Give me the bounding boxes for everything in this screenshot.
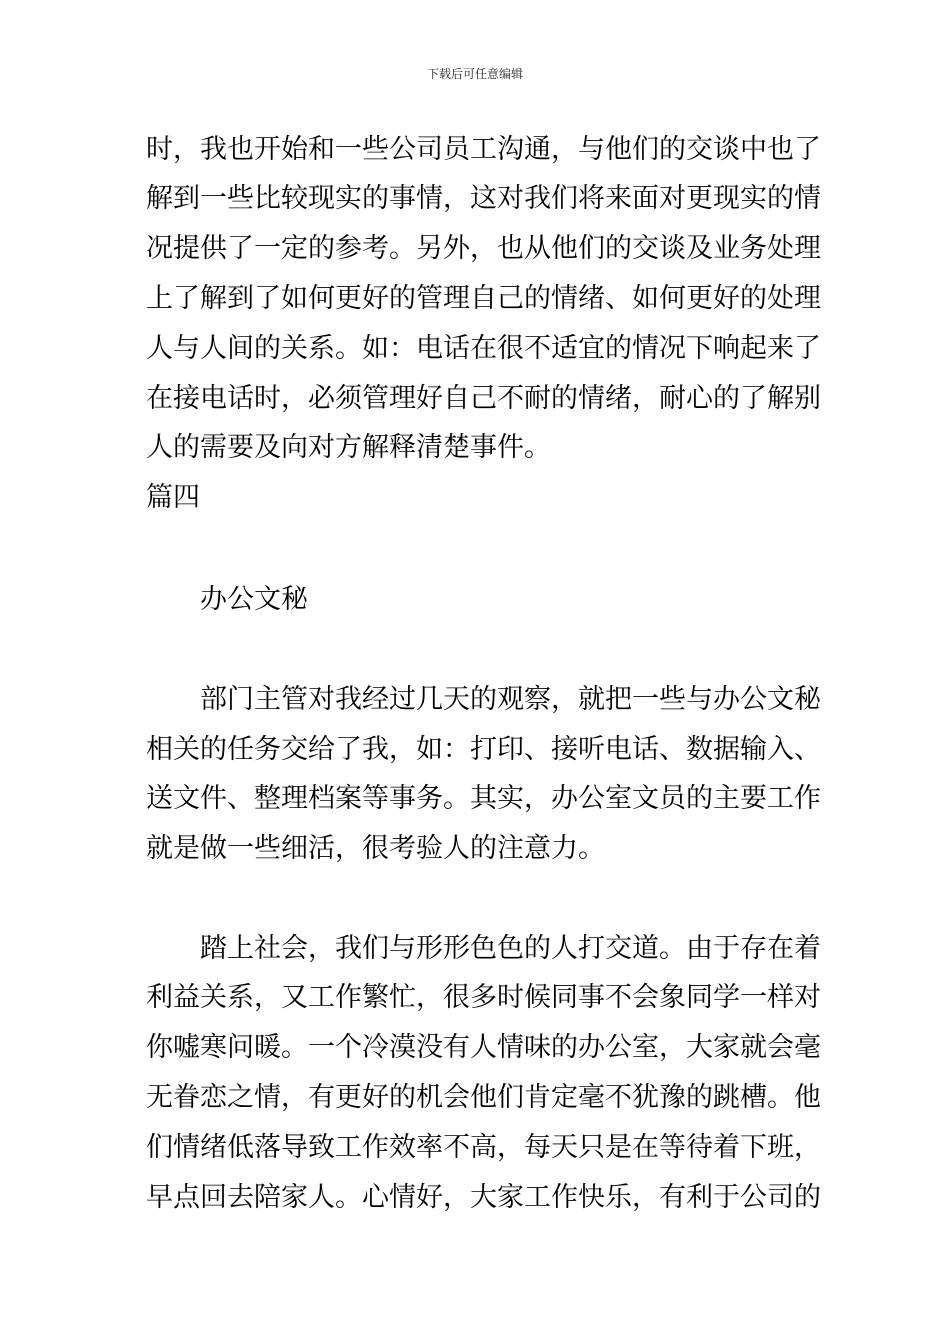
paragraph-line: 时，我也开始和一些公司员工沟通，与他们的交谈中也了 bbox=[146, 134, 821, 165]
paragraph-line: 送文件、整理档案等事务。其实，办公室文员的主要工作 bbox=[146, 783, 821, 814]
page-header: 下载后可任意编辑 bbox=[426, 67, 523, 81]
paragraph-line: 无眷恋之情，有更好的机会他们肯定毫不犹豫的跳槽。他 bbox=[146, 1082, 821, 1113]
subheading: 办公文秘 bbox=[200, 584, 308, 615]
paragraph-line: 在接电话时，必须管理好自己不耐的情绪，耐心的了解别 bbox=[146, 383, 821, 414]
paragraph-line: 就是做一些细活，很考验人的注意力。 bbox=[146, 833, 605, 864]
paragraph-line: 早点回去陪家人。心情好，大家工作快乐，有利于公司的 bbox=[146, 1182, 821, 1213]
paragraph-line: 人的需要及向对方解释清楚事件。 bbox=[146, 432, 551, 463]
paragraph-line: 相关的任务交给了我，如：打印、接听电话、数据输入、 bbox=[146, 734, 821, 765]
paragraph-line: 解到一些比较现实的事情，这对我们将来面对更现实的情 bbox=[146, 183, 821, 214]
paragraph-line: 利益关系，又工作繁忙，很多时候同事不会象同学一样对 bbox=[146, 982, 821, 1013]
paragraph-line: 们情绪低落导致工作效率不高，每天只是在等待着下班， bbox=[146, 1132, 821, 1163]
paragraph-line: 上了解到了如何更好的管理自己的情绪、如何更好的处理 bbox=[146, 283, 821, 314]
paragraph-line: 你嘘寒问暖。一个冷漠没有人情味的办公室，大家就会毫 bbox=[146, 1032, 821, 1063]
paragraph-line: 人与人间的关系。如：电话在很不适宜的情况下响起来了 bbox=[146, 333, 821, 364]
section-title: 篇四 bbox=[146, 482, 200, 513]
paragraph-line: 况提供了一定的参考。另外，也从他们的交谈及业务处理 bbox=[146, 233, 821, 264]
paragraph-line: 踏上社会，我们与形形色色的人打交道。由于存在着 bbox=[200, 933, 821, 964]
paragraph-line: 部门主管对我经过几天的观察，就把一些与办公文秘 bbox=[200, 684, 821, 715]
